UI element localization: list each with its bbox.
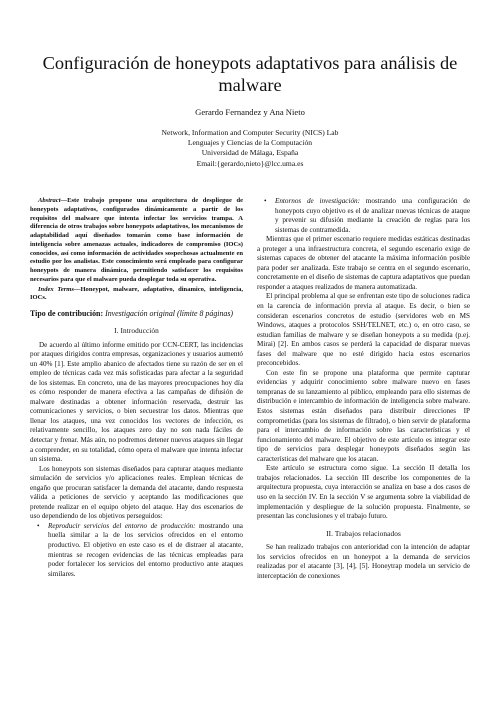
section-heading-introduction: I. Introducción (114, 326, 159, 335)
affiliation-university: Universidad de Málaga, España (201, 148, 299, 158)
affiliation-department: Lenguajes y Ciencias de la Computación (187, 138, 313, 148)
bullet-research (257, 197, 470, 235)
index-terms-text: Honeypot, malware, adaptativo, dinamico, inteligencia, IOCs. (30, 285, 243, 302)
index-terms-lead: Index Terms— (38, 285, 81, 293)
bullet-production-text: mostrando una huella similar a la de los servicios ofrecidos en el entorno productivo. El objetivo en este caso es el de distraer al atacante, mientras se recogen evidencias de las técnicas empleadas para poder fortalecer los servicios del entorno productivo ante ataques similares. (48, 521, 243, 578)
related-paragraph-1: Se han realizado trabajos con anterioridad con la intención de adaptar los servicios ofrecidos en un honeypot a la demanda de servicios realizadas por el atacante [3], [4], [5]. Honeytrap modela un servicio de interceptación de conexiones (257, 543, 470, 580)
left-column (30, 197, 243, 579)
contribution-type (30, 309, 243, 319)
affiliation-email: Email:{gerardo,nieto}@lcc.uma.es (196, 158, 304, 168)
abstract (30, 197, 243, 285)
bullet-production (30, 522, 243, 579)
contribution-value: Investigación original (límite 8 páginas) (105, 309, 234, 318)
right-column (257, 197, 470, 581)
intro-paragraph-1: De acuerdo al último informe emitido por CCN-CERT, las incidencias por ataques dirigidos contra empresas, organizaciones y usuarios aumentó un 40% [1]. Este amplio abanico de afectados tiene su razón de ser en el empleo de técnicas cada vez más sofisticadas para afectar a la seguridad de los sistemas. En concreto, una de las mayores preocupaciones hoy día es cómo responder de manera efectiva a las campañas de difusión de malware destinadas a obtener información reservada, destruir las comunicaciones y servicios, o bien secuestrar los datos. Mientras que llenar los ataques, una vez conocidos los vectores de infección, es relativamente sencillo, los ataques zero day no son nada fáciles de detectar y frenar. Más aún, no podremos detener nuevos ataques sin llegar a comprender, en su totalidad, cómo opera el malware que intenta infectar un sistema. (30, 340, 243, 464)
bullet-production-lead: Reproducir servicios del entorno de producción: (48, 521, 196, 530)
intro-paragraph-3: Mientras que el primer escenario requiere medidas estáticas destinadas a proteger a una infraestructura concreta, el segundo escenario exige de sistemas capaces de obtener del atacante la máxima información posible para poder ser analizada. Este trabajo se centra en el segundo escenario, concretamente en el diseño de sistemas de captura adaptativos que puedan responder a ataques realizados de manera automatizada. (257, 235, 470, 291)
paper-title: Configuración de honeypots adaptativos para análisis de malware (42, 53, 458, 95)
bullet-dot-icon: • (37, 521, 40, 530)
abstract-lead: Abstract— (38, 197, 68, 204)
intro-paragraph-4: El principal problema al que se enfrentan este tipo de soluciones radica en la carencia de información previa al ataque. Es decir, o bien se consideran escenarios concretos de estudio (servidores web en MS Windows, ataques a protocolos SSH/TELNET, etc.) o, en otro caso, se estudian familias de malware y se diseñan honeypots a su medida (p.ej. Mirai) [2]. En ambos casos se perderá la capacidad de disparar nuevas fases del malware que no esté dirigido hacia estos escenarios preconcebidos. (257, 292, 470, 368)
bullet-dot-icon: • (264, 197, 267, 205)
affiliation-lab: Network, Information and Computer Security (NICS) Lab (161, 128, 339, 137)
intro-paragraph-6: Este artículo se estructura como sigue. La sección II detalla los trabajos relacionados. La sección III describe los componentes de la arquitectura propuesta, cuya interacción se analiza en base a dos casos de uso en la sección IV. En la sección V se argumenta sobre la viabilidad de implementación y despliegue de la solución propuesta. Finalmente, se presentan las conclusiones y el trabajo futuro. (257, 464, 470, 521)
abstract-text: Este trabajo propone una arquitectura de despliegue de honeypots adaptativos, configurados dinámicamente a partir de los requisitos del malware que intenta infectar los servicios trampa. A diferencia de otros trabajos sobre honeypots adaptativos, los mecanismos de adaptabilidad aquí diseñados tomarán como base información de inteligencia sobre amenazas actuales, indicadores de compromiso (IOCs) conocidos, así como información de actividades sospechosas actualmente en estudio por los analistas. Este conocimiento será empleado para configurar honeypots de manera dinámica, permitiendo satisfacer los requisitos necesarios para que el malware pueda desplegar toda su operativa. (30, 197, 243, 283)
bullet-research-text: mostrando una configuración de honeypots cuyo objetivo es el de analizar nuevas técnicas de ataque y prevenir su difusión mediante la creación de reglas para los sistemas de contramedida. (275, 197, 470, 234)
bullet-research-lead: Entornos de investigación: (275, 197, 360, 205)
affiliation-block (40, 128, 460, 169)
contribution-label: Tipo de contribución: (30, 309, 104, 318)
intro-paragraph-5: Con este fin se propone una plataforma que permite capturar evidencias y adquirir conocimiento sobre malware nuevo en fases tempranas de su lanzamiento al público, empleando para ello sistemas de distribución e intercambio de información de inteligencia sobre malware. Estos sistemas están diseñados para distribuir direcciones IP comprometidas (para los sistemas de filtrado), o bien servir de plataforma para el intercambio de información sobre las características y el funcionamiento del malware. El objetivo de este artículo es integrar este tipo de servicios para desplegar honeypots diseñados según las características del malware que los atacan. (257, 368, 470, 463)
section-heading-related-work: II. Trabajos relacionados (326, 528, 401, 538)
paper-authors: Gerardo Fernandez y Ana Nieto (195, 107, 305, 117)
intro-paragraph-2: Los honeypots son sistemas diseñados para capturar ataques mediante simulación de servicios y/o aplicaciones reales. Emplean técnicas de engaño que procuran satisfacer la demanda del atacante, dando respuesta válida a peticiones de servicio y aceptando las modificaciones que pretende realizar en el equipo objeto del ataque. Hay dos escenarios de uso dependiendo de los objetivos perseguidos: (30, 464, 243, 521)
index-terms (30, 286, 243, 304)
